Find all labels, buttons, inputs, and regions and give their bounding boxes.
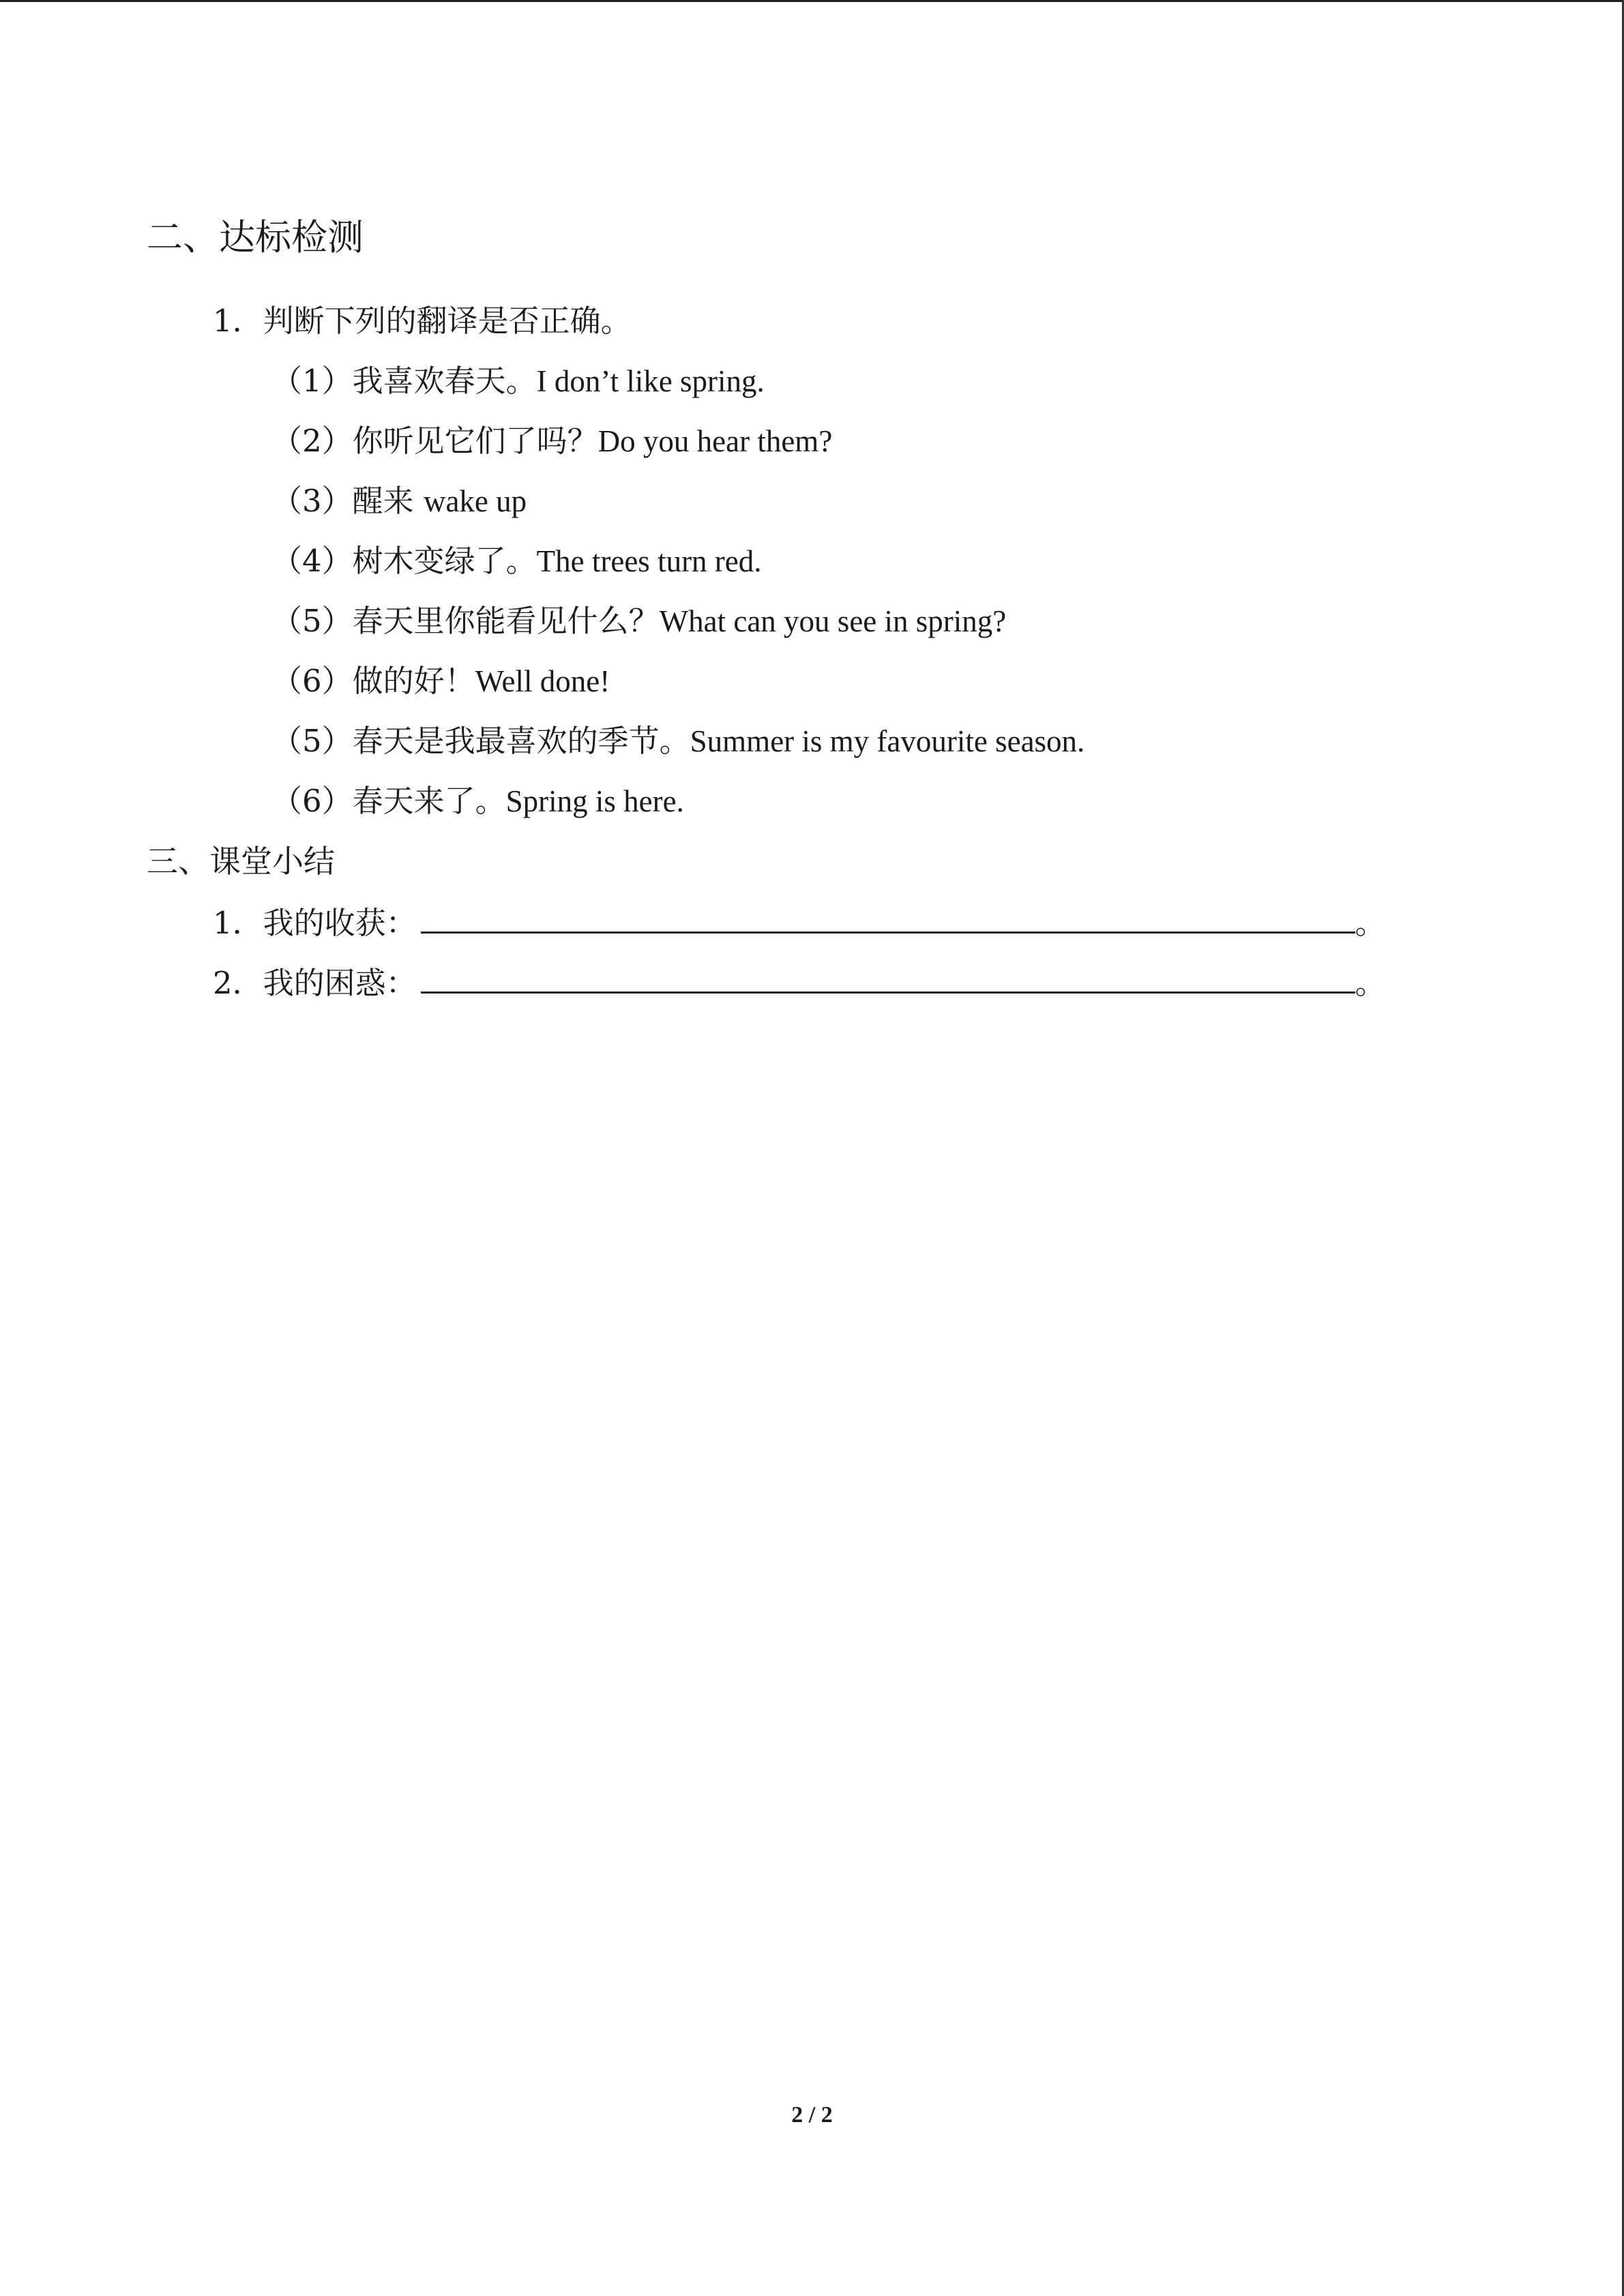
- item-label: （5）: [271, 603, 353, 639]
- list-item: [271, 543, 762, 579]
- item-chinese: 春天来了。: [352, 783, 506, 819]
- confusion-answer-blank[interactable]: [421, 967, 1355, 994]
- item-chinese: 春天是我最喜欢的季节。: [352, 723, 690, 759]
- summary-confusion-label: 2．我的困惑：: [213, 965, 417, 1001]
- section-two-heading: 二、达标检测: [147, 217, 364, 258]
- item-english: The trees turn red.: [536, 544, 762, 578]
- summary-gains-label: 1．我的收获：: [213, 905, 417, 941]
- item-chinese: 春天里你能看见什么？: [352, 603, 660, 639]
- summary-gains-end: 。: [1355, 905, 1386, 941]
- list-item: [271, 423, 833, 459]
- summary-gains-line: [213, 905, 1386, 941]
- top-border: [0, 0, 1624, 2]
- section-three-heading: 三、课堂小结: [147, 843, 335, 880]
- question-1-title: 1．判断下列的翻译是否正确。: [213, 303, 632, 339]
- item-label: （4）: [271, 543, 353, 579]
- list-item: [271, 483, 527, 519]
- item-label: （3）: [271, 483, 353, 519]
- item-english: Summer is my favourite season.: [690, 724, 1085, 758]
- item-label: （5）: [271, 723, 353, 759]
- list-item: [271, 363, 765, 399]
- item-chinese: 做的好！: [352, 663, 475, 699]
- item-chinese: 醒来: [352, 483, 424, 519]
- list-item: [271, 783, 684, 819]
- item-chinese: 我喜欢春天。: [352, 363, 537, 399]
- page-number: 2 / 2: [791, 2102, 833, 2128]
- item-english: wake up: [423, 484, 527, 518]
- item-english: Do you hear them?: [597, 424, 833, 458]
- item-label: （6）: [271, 663, 353, 699]
- item-chinese: 树木变绿了。: [352, 543, 537, 579]
- item-english: Spring is here.: [505, 784, 684, 818]
- list-item: [271, 663, 610, 699]
- gains-answer-blank[interactable]: [421, 907, 1355, 934]
- item-label: （1）: [271, 363, 353, 399]
- item-english: I don’t like spring.: [536, 364, 765, 398]
- list-item: [271, 723, 1085, 759]
- item-label: （6）: [271, 783, 353, 819]
- item-label: （2）: [271, 423, 353, 459]
- item-chinese: 你听见它们了吗？: [352, 423, 598, 459]
- item-english: Well done!: [475, 664, 610, 698]
- summary-confusion-line: [213, 965, 1386, 1001]
- item-english: What can you see in spring?: [659, 604, 1007, 638]
- list-item: [271, 603, 1007, 639]
- summary-confusion-end: 。: [1355, 965, 1386, 1001]
